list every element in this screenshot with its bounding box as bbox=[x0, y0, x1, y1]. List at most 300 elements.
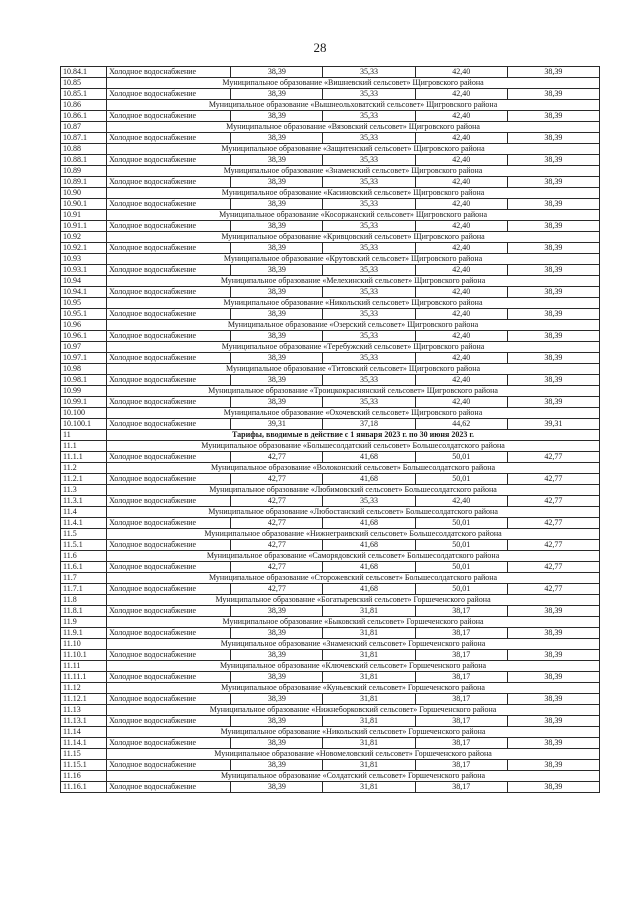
municipality-heading-row bbox=[61, 529, 600, 540]
row-number-cell: 11.10 bbox=[61, 639, 107, 650]
service-name-cell: Холодное водоснабжение bbox=[107, 419, 231, 430]
row-number-cell: 10.96 bbox=[61, 320, 107, 331]
tariff-value-cell: 42,77 bbox=[231, 452, 323, 463]
municipality-heading-row bbox=[61, 276, 600, 287]
row-number-cell: 10.94 bbox=[61, 276, 107, 287]
service-name-cell: Холодное водоснабжение bbox=[107, 716, 231, 727]
tariff-value-cell: 38,39 bbox=[507, 782, 599, 793]
municipality-heading-row bbox=[61, 144, 600, 155]
tariff-value-cell: 35,33 bbox=[323, 397, 415, 408]
tariff-value-cell: 42,77 bbox=[231, 584, 323, 595]
municipality-heading-row bbox=[61, 595, 600, 606]
row-number-cell: 11.14.1 bbox=[61, 738, 107, 749]
tariff-value-cell: 50,01 bbox=[415, 474, 507, 485]
tariff-value-cell: 31,81 bbox=[323, 672, 415, 683]
tariff-value-cell: 38,39 bbox=[507, 177, 599, 188]
row-number-cell: 10.95.1 bbox=[61, 309, 107, 320]
tariff-value-cell: 35,33 bbox=[323, 111, 415, 122]
service-name-cell: Холодное водоснабжение bbox=[107, 760, 231, 771]
tariff-value-cell: 42,77 bbox=[507, 452, 599, 463]
row-number-cell: 11.14 bbox=[61, 727, 107, 738]
municipality-heading-row bbox=[61, 408, 600, 419]
row-number-cell: 11.6 bbox=[61, 551, 107, 562]
tariff-value-cell: 38,39 bbox=[507, 672, 599, 683]
tariff-value-cell: 35,33 bbox=[323, 243, 415, 254]
row-number-cell: 11.8.1 bbox=[61, 606, 107, 617]
service-name-cell: Холодное водоснабжение bbox=[107, 221, 231, 232]
municipality-heading-row bbox=[61, 485, 600, 496]
tariff-value-cell: 35,33 bbox=[323, 375, 415, 386]
tariff-value-cell: 38,39 bbox=[507, 716, 599, 727]
municipality-heading-row bbox=[61, 188, 600, 199]
tariff-value-cell: 39,31 bbox=[231, 419, 323, 430]
service-name-cell: Холодное водоснабжение bbox=[107, 496, 231, 507]
municipality-heading-row bbox=[61, 617, 600, 628]
tariff-value-cell: 42,40 bbox=[415, 177, 507, 188]
tariff-row bbox=[61, 67, 600, 78]
tariff-value-cell: 38,39 bbox=[231, 716, 323, 727]
municipality-heading: Муниципальное образование «Богатыревский сельсовет» Горшеченского района bbox=[107, 595, 600, 606]
municipality-heading: Муниципальное образование «Никольский сельсовет» Щигровского района bbox=[107, 298, 600, 309]
tariff-value-cell: 38,39 bbox=[507, 221, 599, 232]
municipality-heading: Муниципальное образование «Любостанский сельсовет» Большесолдатского района bbox=[107, 507, 600, 518]
row-number-cell: 11.3.1 bbox=[61, 496, 107, 507]
municipality-heading: Муниципальное образование «Титовский сельсовет» Щигровского района bbox=[107, 364, 600, 375]
tariff-value-cell: 38,39 bbox=[507, 650, 599, 661]
tariff-value-cell: 42,40 bbox=[415, 155, 507, 166]
municipality-heading-row bbox=[61, 386, 600, 397]
row-number-cell: 10.88 bbox=[61, 144, 107, 155]
tariff-value-cell: 38,17 bbox=[415, 760, 507, 771]
municipality-heading-row bbox=[61, 100, 600, 111]
municipality-heading: Муниципальное образование «Теребужский сельсовет» Щигровского района bbox=[107, 342, 600, 353]
tariff-value-cell: 42,40 bbox=[415, 287, 507, 298]
tariff-row bbox=[61, 518, 600, 529]
municipality-heading: Муниципальное образование «Знаменский сельсовет» Щигровского района bbox=[107, 166, 600, 177]
service-name-cell: Холодное водоснабжение bbox=[107, 606, 231, 617]
row-number-cell: 11.15.1 bbox=[61, 760, 107, 771]
tariff-value-cell: 38,39 bbox=[231, 628, 323, 639]
tariff-row bbox=[61, 782, 600, 793]
row-number-cell: 10.95 bbox=[61, 298, 107, 309]
row-number-cell: 11.5 bbox=[61, 529, 107, 540]
tariff-value-cell: 38,39 bbox=[507, 738, 599, 749]
row-number-cell: 11.15 bbox=[61, 749, 107, 760]
tariff-value-cell: 50,01 bbox=[415, 562, 507, 573]
tariff-value-cell: 38,17 bbox=[415, 716, 507, 727]
row-number-cell: 11.6.1 bbox=[61, 562, 107, 573]
tariff-row bbox=[61, 760, 600, 771]
tariff-value-cell: 42,77 bbox=[231, 562, 323, 573]
row-number-cell: 10.98 bbox=[61, 364, 107, 375]
tariff-value-cell: 37,18 bbox=[323, 419, 415, 430]
row-number-cell: 11.1 bbox=[61, 441, 107, 452]
tariff-row bbox=[61, 474, 600, 485]
row-number-cell: 10.91 bbox=[61, 210, 107, 221]
tariff-value-cell: 38,39 bbox=[507, 628, 599, 639]
municipality-heading: Муниципальное образование «Никольский сельсовет» Горшеченского района bbox=[107, 727, 600, 738]
tariff-value-cell: 38,39 bbox=[231, 199, 323, 210]
municipality-heading-row bbox=[61, 364, 600, 375]
tariff-value-cell: 38,39 bbox=[231, 650, 323, 661]
row-number-cell: 11.16.1 bbox=[61, 782, 107, 793]
row-number-cell: 10.99.1 bbox=[61, 397, 107, 408]
tariff-value-cell: 41,68 bbox=[323, 518, 415, 529]
row-number-cell: 10.85.1 bbox=[61, 89, 107, 100]
tariff-row bbox=[61, 287, 600, 298]
service-name-cell: Холодное водоснабжение bbox=[107, 628, 231, 639]
municipality-heading-row bbox=[61, 342, 600, 353]
row-number-cell: 10.99 bbox=[61, 386, 107, 397]
tariff-value-cell: 38,17 bbox=[415, 628, 507, 639]
tariff-row bbox=[61, 716, 600, 727]
tariff-value-cell: 38,39 bbox=[231, 694, 323, 705]
tariff-row bbox=[61, 562, 600, 573]
row-number-cell: 10.89 bbox=[61, 166, 107, 177]
row-number-cell: 11.7.1 bbox=[61, 584, 107, 595]
tariff-row bbox=[61, 353, 600, 364]
tariff-value-cell: 42,40 bbox=[415, 397, 507, 408]
tariff-value-cell: 35,33 bbox=[323, 331, 415, 342]
row-number-cell: 10.94.1 bbox=[61, 287, 107, 298]
tariff-value-cell: 38,39 bbox=[507, 155, 599, 166]
tariff-value-cell: 31,81 bbox=[323, 628, 415, 639]
service-name-cell: Холодное водоснабжение bbox=[107, 243, 231, 254]
tariff-value-cell: 31,81 bbox=[323, 738, 415, 749]
municipality-heading-row bbox=[61, 683, 600, 694]
service-name-cell: Холодное водоснабжение bbox=[107, 331, 231, 342]
tariff-value-cell: 38,39 bbox=[231, 221, 323, 232]
tariff-row bbox=[61, 155, 600, 166]
municipality-heading-row bbox=[61, 254, 600, 265]
municipality-heading: Муниципальное образование «Ключевский сельсовет» Горшеченского района bbox=[107, 661, 600, 672]
tariff-value-cell: 35,33 bbox=[323, 89, 415, 100]
tariff-value-cell: 35,33 bbox=[323, 177, 415, 188]
tariff-value-cell: 42,40 bbox=[415, 265, 507, 276]
municipality-heading-row bbox=[61, 166, 600, 177]
section-title: Тарифы, вводимые в действие с 1 января 2023 г. по 30 июня 2023 г. bbox=[107, 430, 600, 441]
tariff-value-cell: 31,81 bbox=[323, 606, 415, 617]
service-name-cell: Холодное водоснабжение bbox=[107, 584, 231, 595]
tariff-value-cell: 38,39 bbox=[231, 606, 323, 617]
tariff-value-cell: 31,81 bbox=[323, 782, 415, 793]
tariff-value-cell: 50,01 bbox=[415, 452, 507, 463]
row-number-cell: 11.8 bbox=[61, 595, 107, 606]
tariff-value-cell: 42,77 bbox=[507, 518, 599, 529]
tariff-value-cell: 31,81 bbox=[323, 694, 415, 705]
tariff-value-cell: 38,17 bbox=[415, 672, 507, 683]
tariff-value-cell: 31,81 bbox=[323, 760, 415, 771]
row-number-cell: 11.9.1 bbox=[61, 628, 107, 639]
row-number-cell: 11.7 bbox=[61, 573, 107, 584]
municipality-heading-row bbox=[61, 441, 600, 452]
service-name-cell: Холодное водоснабжение bbox=[107, 474, 231, 485]
tariff-value-cell: 42,77 bbox=[507, 540, 599, 551]
municipality-heading: Муниципальное образование «Озерский сельсовет» Щигровского района bbox=[107, 320, 600, 331]
municipality-heading: Муниципальное образование «Саморядовский сельсовет» Большесолдатского района bbox=[107, 551, 600, 562]
row-number-cell: 10.87 bbox=[61, 122, 107, 133]
municipality-heading-row bbox=[61, 705, 600, 716]
tariff-row bbox=[61, 111, 600, 122]
tariff-value-cell: 38,39 bbox=[507, 111, 599, 122]
municipality-heading: Муниципальное образование «Волоконский сельсовет» Большесолдатского района bbox=[107, 463, 600, 474]
tariff-value-cell: 42,77 bbox=[231, 474, 323, 485]
tariff-value-cell: 38,39 bbox=[231, 353, 323, 364]
municipality-heading: Муниципальное образование «Кривцовский сельсовет» Щигровского района bbox=[107, 232, 600, 243]
row-number-cell: 11.3 bbox=[61, 485, 107, 496]
tariff-row bbox=[61, 397, 600, 408]
tariff-value-cell: 38,39 bbox=[507, 265, 599, 276]
tariff-value-cell: 42,40 bbox=[415, 375, 507, 386]
tariff-value-cell: 35,33 bbox=[323, 309, 415, 320]
tariff-value-cell: 42,77 bbox=[231, 496, 323, 507]
tariff-value-cell: 38,39 bbox=[231, 738, 323, 749]
municipality-heading: Муниципальное образование «Защитенский сельсовет» Щигровского района bbox=[107, 144, 600, 155]
tariff-value-cell: 38,39 bbox=[231, 760, 323, 771]
row-number-cell: 11.13 bbox=[61, 705, 107, 716]
tariff-value-cell: 38,39 bbox=[231, 243, 323, 254]
tariff-value-cell: 41,68 bbox=[323, 562, 415, 573]
tariff-row bbox=[61, 375, 600, 386]
tariff-value-cell: 42,40 bbox=[415, 221, 507, 232]
tariff-value-cell: 41,68 bbox=[323, 474, 415, 485]
municipality-heading-row bbox=[61, 507, 600, 518]
tariff-value-cell: 38,39 bbox=[507, 353, 599, 364]
row-number-cell: 10.90.1 bbox=[61, 199, 107, 210]
tariff-value-cell: 38,39 bbox=[507, 760, 599, 771]
tariff-value-cell: 38,39 bbox=[231, 375, 323, 386]
municipality-heading-row bbox=[61, 463, 600, 474]
service-name-cell: Холодное водоснабжение bbox=[107, 782, 231, 793]
row-number-cell: 11.4.1 bbox=[61, 518, 107, 529]
tariff-value-cell: 35,33 bbox=[323, 199, 415, 210]
tariff-value-cell: 35,33 bbox=[323, 67, 415, 78]
tariff-value-cell: 39,31 bbox=[507, 419, 599, 430]
tariff-value-cell: 42,40 bbox=[415, 496, 507, 507]
tariff-row bbox=[61, 452, 600, 463]
tariff-value-cell: 38,39 bbox=[507, 133, 599, 144]
tariff-value-cell: 42,40 bbox=[415, 67, 507, 78]
tariff-value-cell: 38,39 bbox=[231, 133, 323, 144]
tariff-row bbox=[61, 584, 600, 595]
municipality-heading-row bbox=[61, 661, 600, 672]
row-number-cell: 11.12 bbox=[61, 683, 107, 694]
row-number-cell: 10.87.1 bbox=[61, 133, 107, 144]
service-name-cell: Холодное водоснабжение bbox=[107, 287, 231, 298]
municipality-heading: Муниципальное образование «Знаменский сельсовет» Горшеченского района bbox=[107, 639, 600, 650]
row-number-cell: 10.93.1 bbox=[61, 265, 107, 276]
tariff-value-cell: 38,39 bbox=[231, 397, 323, 408]
tariff-value-cell: 50,01 bbox=[415, 584, 507, 595]
row-number-cell: 11.13.1 bbox=[61, 716, 107, 727]
service-name-cell: Холодное водоснабжение bbox=[107, 353, 231, 364]
service-name-cell: Холодное водоснабжение bbox=[107, 67, 231, 78]
tariff-value-cell: 31,81 bbox=[323, 650, 415, 661]
tariff-value-cell: 42,40 bbox=[415, 199, 507, 210]
service-name-cell: Холодное водоснабжение bbox=[107, 694, 231, 705]
row-number-cell: 10.100.1 bbox=[61, 419, 107, 430]
municipality-heading-row bbox=[61, 232, 600, 243]
municipality-heading-row bbox=[61, 749, 600, 760]
municipality-heading-row bbox=[61, 210, 600, 221]
municipality-heading: Муниципальное образование «Нижнеграивский сельсовет» Большесолдатского района bbox=[107, 529, 600, 540]
municipality-heading: Муниципальное образование «Нижнеборковский сельсовет» Горшеченского района bbox=[107, 705, 600, 716]
municipality-heading-row bbox=[61, 122, 600, 133]
row-number-cell: 10.96.1 bbox=[61, 331, 107, 342]
municipality-heading-row bbox=[61, 298, 600, 309]
tariff-value-cell: 38,39 bbox=[231, 309, 323, 320]
tariff-value-cell: 38,39 bbox=[231, 672, 323, 683]
tariff-value-cell: 41,68 bbox=[323, 540, 415, 551]
row-number-cell: 11.4 bbox=[61, 507, 107, 518]
row-number-cell: 10.85 bbox=[61, 78, 107, 89]
service-name-cell: Холодное водоснабжение bbox=[107, 177, 231, 188]
tariff-value-cell: 42,77 bbox=[507, 496, 599, 507]
tariff-value-cell: 38,39 bbox=[231, 782, 323, 793]
service-name-cell: Холодное водоснабжение bbox=[107, 89, 231, 100]
service-name-cell: Холодное водоснабжение bbox=[107, 650, 231, 661]
tariff-row bbox=[61, 89, 600, 100]
municipality-heading-row bbox=[61, 573, 600, 584]
service-name-cell: Холодное водоснабжение bbox=[107, 452, 231, 463]
service-name-cell: Холодное водоснабжение bbox=[107, 397, 231, 408]
service-name-cell: Холодное водоснабжение bbox=[107, 199, 231, 210]
service-name-cell: Холодное водоснабжение bbox=[107, 672, 231, 683]
tariff-row bbox=[61, 265, 600, 276]
service-name-cell: Холодное водоснабжение bbox=[107, 111, 231, 122]
tariff-row bbox=[61, 540, 600, 551]
row-number-cell: 11.16 bbox=[61, 771, 107, 782]
tariff-value-cell: 42,40 bbox=[415, 331, 507, 342]
row-number-cell: 10.91.1 bbox=[61, 221, 107, 232]
tariff-row bbox=[61, 199, 600, 210]
tariff-value-cell: 38,39 bbox=[507, 375, 599, 386]
tariff-value-cell: 38,39 bbox=[507, 331, 599, 342]
tariff-value-cell: 42,40 bbox=[415, 133, 507, 144]
municipality-heading: Муниципальное образование «Косоржанский сельсовет» Щигровского района bbox=[107, 210, 600, 221]
municipality-heading-row bbox=[61, 639, 600, 650]
row-number-cell: 11.2 bbox=[61, 463, 107, 474]
tariff-value-cell: 42,77 bbox=[507, 474, 599, 485]
tariff-value-cell: 38,39 bbox=[507, 243, 599, 254]
tariff-value-cell: 38,39 bbox=[231, 155, 323, 166]
municipality-heading: Муниципальное образование «Вязовский сельсовет» Щигровского района bbox=[107, 122, 600, 133]
row-number-cell: 10.89.1 bbox=[61, 177, 107, 188]
tariff-row bbox=[61, 309, 600, 320]
row-number-cell: 10.84.1 bbox=[61, 67, 107, 78]
tariff-value-cell: 31,81 bbox=[323, 716, 415, 727]
municipality-heading: Муниципальное образование «Мелехинский сельсовет» Щигровского района bbox=[107, 276, 600, 287]
row-number-cell: 11.1.1 bbox=[61, 452, 107, 463]
tariff-value-cell: 41,68 bbox=[323, 452, 415, 463]
row-number-cell: 11.5.1 bbox=[61, 540, 107, 551]
row-number-cell: 11 bbox=[61, 430, 107, 441]
row-number-cell: 10.97.1 bbox=[61, 353, 107, 364]
municipality-heading: Муниципальное образование «Сторожевский сельсовет» Большесолдатского района bbox=[107, 573, 600, 584]
tariff-row bbox=[61, 496, 600, 507]
tariff-value-cell: 44,62 bbox=[415, 419, 507, 430]
tariff-value-cell: 42,40 bbox=[415, 309, 507, 320]
row-number-cell: 10.90 bbox=[61, 188, 107, 199]
tariff-value-cell: 50,01 bbox=[415, 518, 507, 529]
tariff-row bbox=[61, 672, 600, 683]
tariff-row bbox=[61, 694, 600, 705]
tariff-value-cell: 38,39 bbox=[507, 287, 599, 298]
tariff-value-cell: 38,39 bbox=[507, 606, 599, 617]
tariff-value-cell: 42,40 bbox=[415, 89, 507, 100]
tariff-value-cell: 38,39 bbox=[507, 309, 599, 320]
service-name-cell: Холодное водоснабжение bbox=[107, 265, 231, 276]
row-number-cell: 10.92 bbox=[61, 232, 107, 243]
tariff-value-cell: 38,39 bbox=[231, 265, 323, 276]
tariff-value-cell: 38,39 bbox=[231, 287, 323, 298]
row-number-cell: 11.12.1 bbox=[61, 694, 107, 705]
row-number-cell: 11.11.1 bbox=[61, 672, 107, 683]
service-name-cell: Холодное водоснабжение bbox=[107, 309, 231, 320]
tariff-row bbox=[61, 650, 600, 661]
municipality-heading: Муниципальное образование «Куньевский сельсовет» Горшеченского района bbox=[107, 683, 600, 694]
tariff-value-cell: 38,39 bbox=[507, 199, 599, 210]
tariff-value-cell: 35,33 bbox=[323, 287, 415, 298]
tariff-row bbox=[61, 177, 600, 188]
tariff-value-cell: 38,17 bbox=[415, 650, 507, 661]
service-name-cell: Холодное водоснабжение bbox=[107, 375, 231, 386]
tariff-row bbox=[61, 133, 600, 144]
tariff-value-cell: 38,39 bbox=[231, 67, 323, 78]
tariff-value-cell: 35,33 bbox=[323, 221, 415, 232]
tariff-value-cell: 42,77 bbox=[507, 562, 599, 573]
service-name-cell: Холодное водоснабжение bbox=[107, 133, 231, 144]
municipality-heading: Муниципальное образование «Солдатский сельсовет» Горшеченского района bbox=[107, 771, 600, 782]
tariff-value-cell: 38,39 bbox=[507, 89, 599, 100]
municipality-heading: Муниципальное образование «Троицкокраснянский сельсовет» Щигровского района bbox=[107, 386, 600, 397]
row-number-cell: 10.100 bbox=[61, 408, 107, 419]
tariff-value-cell: 42,40 bbox=[415, 243, 507, 254]
tariff-value-cell: 42,77 bbox=[231, 518, 323, 529]
tariff-value-cell: 35,33 bbox=[323, 133, 415, 144]
tariff-value-cell: 50,01 bbox=[415, 540, 507, 551]
service-name-cell: Холодное водоснабжение bbox=[107, 518, 231, 529]
tariff-value-cell: 42,77 bbox=[507, 584, 599, 595]
service-name-cell: Холодное водоснабжение bbox=[107, 540, 231, 551]
tariff-row bbox=[61, 738, 600, 749]
tariff-value-cell: 42,40 bbox=[415, 111, 507, 122]
tariff-row bbox=[61, 419, 600, 430]
tariff-table-body bbox=[61, 67, 600, 793]
row-number-cell: 10.92.1 bbox=[61, 243, 107, 254]
row-number-cell: 11.9 bbox=[61, 617, 107, 628]
tariff-row bbox=[61, 331, 600, 342]
tariff-value-cell: 38,17 bbox=[415, 782, 507, 793]
tariff-value-cell: 38,17 bbox=[415, 694, 507, 705]
tariff-value-cell: 38,39 bbox=[507, 694, 599, 705]
service-name-cell: Холодное водоснабжение bbox=[107, 738, 231, 749]
municipality-heading-row bbox=[61, 727, 600, 738]
tariff-value-cell: 41,68 bbox=[323, 584, 415, 595]
municipality-heading: Муниципальное образование «Касиновский сельсовет» Щигровского района bbox=[107, 188, 600, 199]
tariff-row bbox=[61, 628, 600, 639]
tariff-value-cell: 38,39 bbox=[507, 397, 599, 408]
municipality-heading: Муниципальное образование «Новомеловский сельсовет» Горшеченского района bbox=[107, 749, 600, 760]
municipality-heading-row bbox=[61, 551, 600, 562]
municipality-heading: Муниципальное образование «Охочевский сельсовет» Щигровского района bbox=[107, 408, 600, 419]
tariff-row bbox=[61, 606, 600, 617]
row-number-cell: 11.11 bbox=[61, 661, 107, 672]
municipality-heading-row bbox=[61, 320, 600, 331]
tariff-value-cell: 38,39 bbox=[231, 177, 323, 188]
municipality-heading: Муниципальное образование «Вишневский сельсовет» Щигровского района bbox=[107, 78, 600, 89]
row-number-cell: 10.93 bbox=[61, 254, 107, 265]
